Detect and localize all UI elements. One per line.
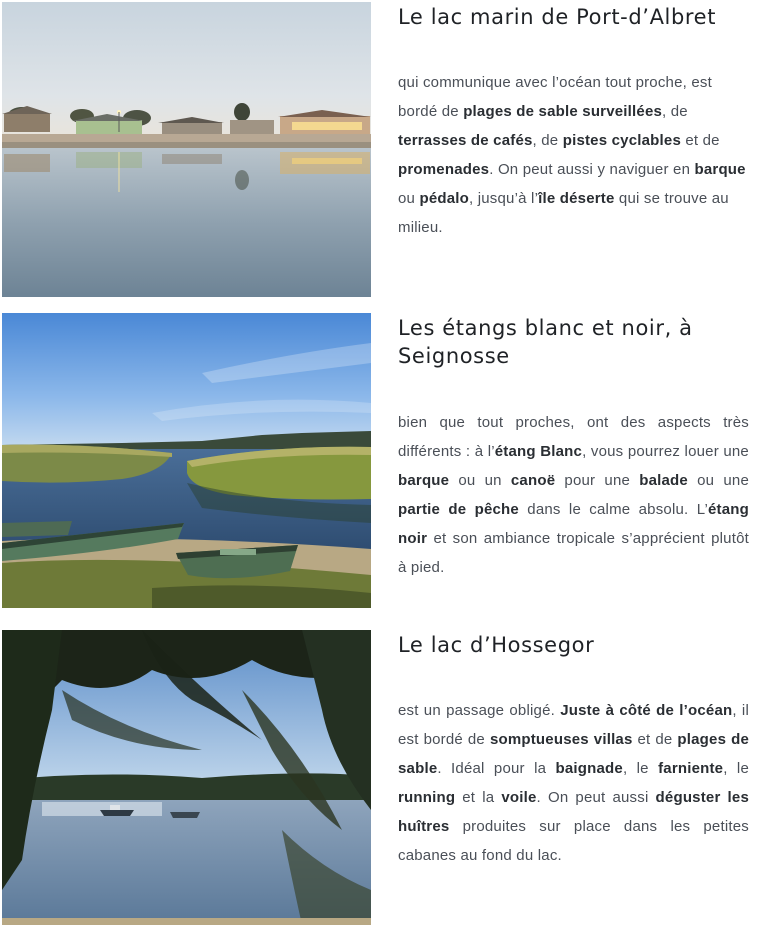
bold-term: barque xyxy=(398,472,450,489)
bold-term: running xyxy=(398,789,456,806)
hossegor-text xyxy=(398,630,749,870)
hossegor-image xyxy=(2,630,371,925)
text-run: est un passage obligé. xyxy=(398,702,561,719)
text-run: , il est bordé de xyxy=(398,702,749,748)
text-run: et de xyxy=(632,731,678,748)
text-run: et son ambiance tropicale s’apprécient plutôt à pied. xyxy=(398,530,749,576)
section-title: Le lac d’Hossegor xyxy=(398,633,595,657)
text-run: , le xyxy=(723,760,750,777)
bold-term: canoë xyxy=(510,472,556,489)
text-run: produites sur place dans les petites cabanes au fond du lac. xyxy=(398,818,749,864)
bold-term: déguster les huîtres xyxy=(398,789,749,835)
text-run: et la xyxy=(455,789,502,806)
text-run: . Idéal pour la xyxy=(437,760,556,777)
bold-term: baignade xyxy=(555,760,623,777)
seignosse-image xyxy=(2,313,371,608)
text-run: ou un xyxy=(449,472,511,489)
bold-term: partie de pêche xyxy=(398,501,519,518)
seignosse-text xyxy=(398,313,749,582)
text-run: et de xyxy=(681,132,720,149)
text-run: , vous pourrez louer une xyxy=(582,443,749,460)
bold-term: barque xyxy=(694,161,746,178)
text-run: qui communique avec l’océan tout proche, est bordé de xyxy=(398,74,712,120)
text-run: , de xyxy=(532,132,563,149)
text-run: , jusqu’à l’ xyxy=(469,190,539,207)
port-albret-image xyxy=(2,2,371,297)
port-albret-photo xyxy=(2,2,371,297)
bold-term: plages de sable xyxy=(398,731,749,777)
bold-term: île déserte xyxy=(538,190,615,207)
bold-term: pédalo xyxy=(419,190,469,207)
seignosse-photo xyxy=(2,313,371,608)
text-run: ou xyxy=(398,190,420,207)
text-run: . On peut aussi xyxy=(536,789,656,806)
text-run: dans le calme absolu. L’ xyxy=(518,501,708,518)
bold-term: promenades xyxy=(398,161,490,178)
bold-term: terrasses de cafés xyxy=(398,132,533,149)
port-albret-text xyxy=(398,0,749,242)
section-paragraph xyxy=(398,408,749,582)
text-run: ou une xyxy=(687,472,749,489)
section-paragraph xyxy=(398,696,749,870)
hossegor-photo xyxy=(2,630,371,925)
bold-term: Juste à côté de l’océan xyxy=(560,702,733,719)
bold-term: pistes cyclables xyxy=(562,132,681,149)
section-title: Le lac marin de Port-d’Albret xyxy=(398,5,717,29)
bold-term: étang noir xyxy=(398,501,749,547)
text-run: , de xyxy=(662,103,688,120)
bold-term: étang Blanc xyxy=(494,443,583,460)
bold-term: plages de sable surveillées xyxy=(463,103,663,120)
text-run: , le xyxy=(622,760,659,777)
bold-term: voile xyxy=(501,789,537,806)
bold-term: balade xyxy=(639,472,688,489)
bold-term: farniente xyxy=(658,760,724,777)
section-title: Les étangs blanc et noir, à Seignosse xyxy=(398,316,693,368)
text-run: qui se trouve au milieu. xyxy=(398,190,729,236)
bold-term: somptueuses villas xyxy=(489,731,633,748)
text-run: pour une xyxy=(555,472,640,489)
text-run: . On peut aussi y naviguer en xyxy=(489,161,695,178)
text-run: bien que tout proches, ont des aspects très différents : à l’ xyxy=(398,414,749,460)
section-paragraph xyxy=(398,68,749,242)
